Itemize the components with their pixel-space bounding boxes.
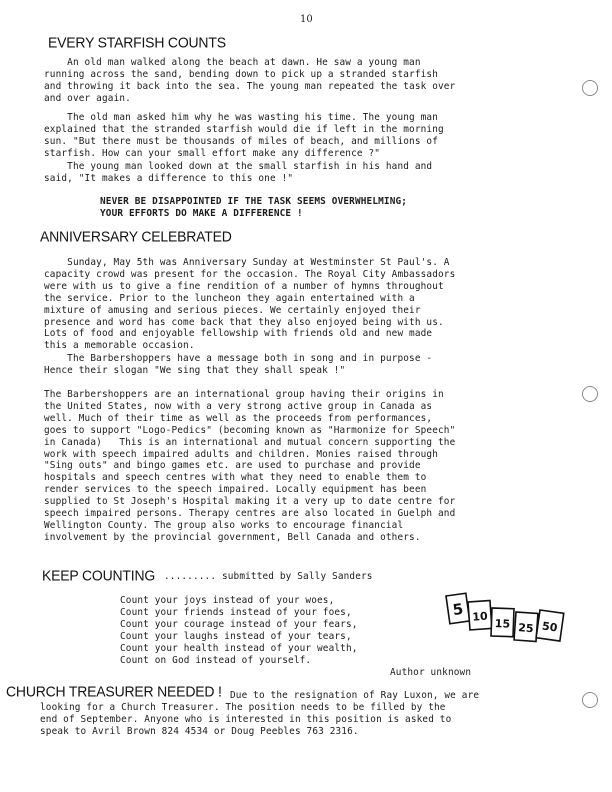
starfish-motto: NEVER BE DISAPPOINTED IF THE TASK SEEMS OVERWHELMING; YOUR EFFORTS DO MAKE A DIFFERENCE ! [100, 196, 408, 219]
sign-50: 50 [541, 619, 559, 635]
treasurer-first-line: Due to the resignation of Ray Luxon, we are [230, 690, 480, 701]
sign-5: 5 [451, 599, 465, 620]
number-signs-illustration [442, 590, 570, 660]
page-number: 10 [300, 14, 313, 25]
keep-counting-poem: Count your joys instead of your woes, Count your friends instead of your foes, Count your courage instead of your fears, Count your laughs instead of your tears, Count your health instead of your wealth, Count on God instead of yourself. [120, 595, 358, 666]
binder-hole-middle [582, 386, 598, 402]
treasurer-paragraph: looking for a Church Treasurer. The position needs to be filled by the end of September. Anyone who is interested in this position is asked to speak to Avril Brown 824 4534 or Doug Peebles 763 2316. [40, 702, 452, 737]
sign-15: 15 [494, 617, 511, 631]
anniversary-paragraph-3: The Barbershoppers are an international group having their origins in the United States, now with a very strong active group in Canada as well. Much of their time as well as the proceeds from performances, goes to support "Logo-Pedics" (becoming known as "Harmonize for Speech" in Canada) This is an international and mutual concern supporting the work with speech impaired adults and children. Monies raised through "Sing outs" and bingo games etc. are used to purchase and provide hospitals and speech centres with what they need to enable them to render services to the speech impaired. Locally equipment has been supplied to St Joseph's Hospital making it a very up to date centre for speech impaired persons. Therapy centres are also located in Guelph and Wellington County. The group also works to encourage financial involvement by the provincial government, Bell Canada and others. [44, 389, 456, 543]
binder-hole-top [582, 80, 598, 96]
keep-counting-author: Author unknown [390, 667, 472, 678]
starfish-heading: EVERY STARFISH COUNTS [48, 34, 226, 51]
binder-hole-bottom [582, 692, 598, 708]
sign-10: 10 [471, 609, 489, 624]
anniversary-heading: ANNIVERSARY CELEBRATED [40, 228, 232, 245]
keep-counting-heading: KEEP COUNTING [42, 567, 156, 584]
keep-counting-byline: ......... submitted by Sally Sanders [164, 571, 373, 582]
treasurer-heading: CHURCH TREASURER NEEDED ! [6, 683, 222, 700]
starfish-paragraph-3: The young man looked down at the small starfish in his hand and said, "It makes a difference to this one !" [44, 161, 433, 184]
anniversary-paragraph-2: The Barbershoppers have a message both in song and in purpose - Hence their slogan "We sing that they shall speak !" [44, 353, 433, 376]
starfish-paragraph-2: The old man asked him why he was wasting his time. The young man explained that the stranded starfish would die if left in the morning sun. "But there must be thousands of miles of beach, and millions of starfish. How can your small effort make any difference ?" [44, 112, 444, 159]
sign-25: 25 [517, 621, 534, 636]
starfish-paragraph-1: An old man walked along the beach at dawn. He saw a young man running across the sand, bending down to pick up a stranded starfish and throwing it back into the sea. The young man repeated the task over and over again. [44, 57, 456, 104]
anniversary-paragraph-1: Sunday, May 5th was Anniversary Sunday at Westminster St Paul's. A capacity crowd was present for the occasion. The Royal City Ambassadors were with us to give a fine rendition of a number of hymns throughout the service. Prior to the luncheon they again entertained with a mixture of amusing and serious pieces. We certainly enjoyed their presence and word has come back that they also enjoyed being with us. Lots of food and enjoyable fellowship with friends old and new made this a memorable occasion. [44, 257, 456, 352]
